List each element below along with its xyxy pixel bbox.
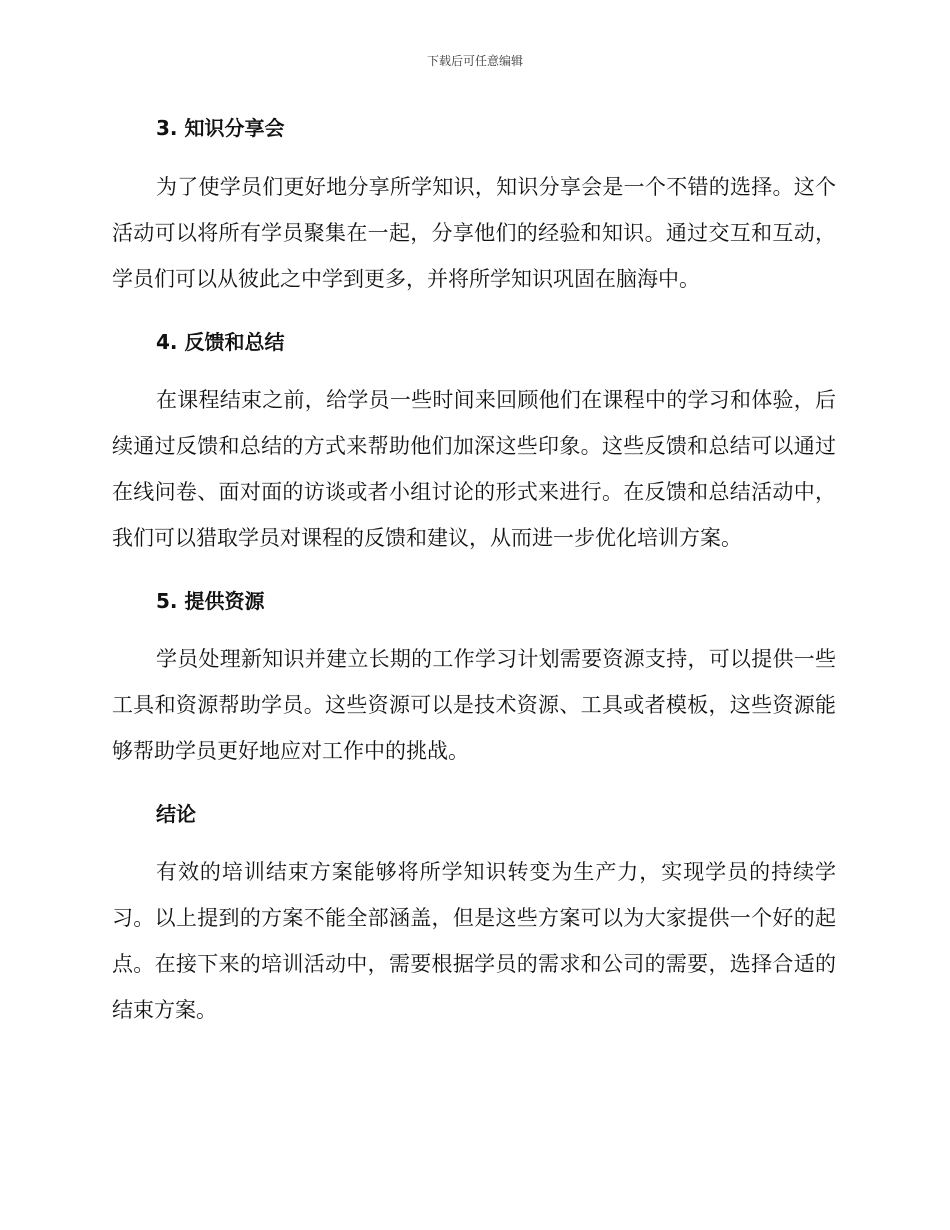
section-paragraph: 为了使学员们更好地分享所学知识，知识分享会是一个不错的选择。这个活动可以将所有学员聚集在一起，分享他们的经验和知识。通过交互和互动，学员们可以从彼此之中学到更多，并将所学知识巩固在脑海中。	[112, 175, 836, 291]
section-paragraph: 有效的培训结束方案能够将所学知识转变为生产力，实现学员的持续学习。以上提到的方案不能全部涵盖，但是这些方案可以为大家提供一个好的起点。在接下来的培训活动中，需要根据学员的需求和公司的需要，选择合适的结束方案。	[112, 860, 836, 1022]
section-knowledge-sharing	[112, 112, 836, 302]
document-body	[112, 112, 836, 1033]
section-heading: 3. 知识分享会	[156, 116, 285, 140]
section-conclusion	[112, 798, 836, 1033]
section-paragraph: 学员处理新知识并建立长期的工作学习计划需要资源支持，可以提供一些工具和资源帮助学员。这些资源可以是技术资源、工具或者模板，这些资源能够帮助学员更好地应对工作中的挑战。	[112, 647, 836, 763]
section-provide-resources	[112, 585, 836, 774]
section-heading: 4. 反馈和总结	[156, 330, 285, 354]
section-heading: 5. 提供资源	[156, 589, 265, 613]
page-header: 下载后可任意编辑	[426, 54, 523, 68]
section-paragraph: 在课程结束之前，给学员一些时间来回顾他们在课程中的学习和体验，后续通过反馈和总结的方式来帮助他们加深这些印象。这些反馈和总结可以通过在线问卷、面对面的访谈或者小组讨论的形式来进行。在反馈和总结活动中，我们可以猎取学员对课程的反馈和建议，从而进一步优化培训方案。	[112, 388, 836, 550]
section-heading: 结论	[156, 802, 196, 826]
section-feedback-summary	[112, 326, 836, 561]
